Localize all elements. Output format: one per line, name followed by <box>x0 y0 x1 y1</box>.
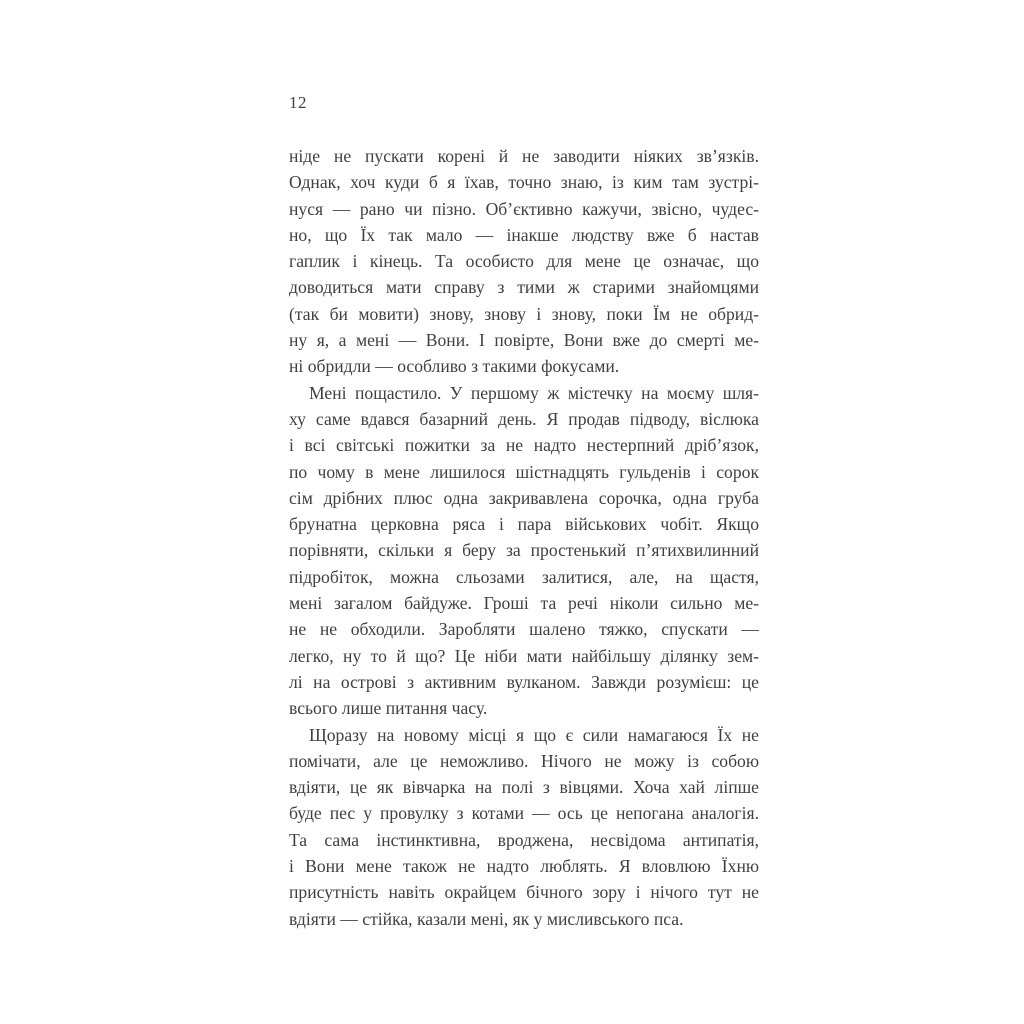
text-line: вдіяти — стійка, казали мені, як у мисливського пса. <box>289 908 684 929</box>
text-line: (так би мовити) знову, знову і знову, поки Їм не обрид- <box>289 303 759 324</box>
text-line: підробіток, можна сльозами залитися, але, на щастя, <box>289 566 759 587</box>
text-line: не не обходили. Заробляти шалено тяжко, спускати — <box>289 619 759 640</box>
page-number: 12 <box>289 93 307 112</box>
text-line: Щоразу на новому місці я що є сили намагаюся Їх не <box>309 724 759 745</box>
text-line: сім дрібних плюс одна закривавлена сорочка, одна груба <box>289 487 759 508</box>
text-line: мені загалом байдуже. Гроші та речі ніколи сильно ме- <box>289 593 759 614</box>
text-line: ніде не пускати корені й не заводити ніяких зв’язків. <box>289 146 759 166</box>
body-text <box>289 143 759 932</box>
text-line: доводиться мати справу з тими ж старими знайомцями <box>289 277 759 298</box>
text-line: ні обридли — особливо з такими фокусами. <box>289 356 620 377</box>
text-line: помічати, але це неможливо. Нічого не можу із собою <box>289 750 759 771</box>
text-line: гаплик і кінець. Та особисто для мене це означає, що <box>289 251 759 272</box>
text-line: Та сама інстинктивна, вроджена, несвідома антипатія, <box>289 829 759 850</box>
text-line: вдіяти, це як вівчарка на полі з вівцями. Хоча хай ліпше <box>289 777 759 798</box>
text-line: ху саме вдався базарний день. Я продав підводу, віслюка <box>289 408 759 429</box>
text-line: но, що Їх так мало — інакше людству вже б настав <box>289 224 759 245</box>
paragraph <box>289 380 759 722</box>
text-line: всього лише питання часу. <box>289 698 488 719</box>
text-line: лі на острові з активним вулканом. Завжди розумієш: це <box>289 671 759 692</box>
text-line: по чому в мене лишилося шістнадцять гульденів і сорок <box>289 461 759 482</box>
text-line: порівняти, скільки я беру за простенький п’ятихвилинний <box>289 540 759 561</box>
text-line: брунатна церковна ряса і пара військових чобіт. Якщо <box>289 514 759 535</box>
text-line: присутність навіть окрайцем бічного зору і нічого тут не <box>289 882 759 903</box>
paragraph <box>289 722 759 932</box>
text-line: легко, ну то й що? Це ніби мати найбільшу ділянку зем- <box>289 645 759 666</box>
text-line: і всі світські пожитки за не надто нестерпний дріб’язок, <box>289 435 759 456</box>
paragraph <box>289 143 759 380</box>
text-line: буде пес у провулку з котами — ось це непогана аналогія. <box>289 803 759 824</box>
text-line: нуся — рано чи пізно. Об’єктивно кажучи, звісно, чудес- <box>289 198 759 219</box>
text-line: Однак, хоч куди б я їхав, точно знаю, із ким там зустрі- <box>289 172 759 193</box>
text-line: Мені пощастило. У першому ж містечку на моєму шля- <box>309 382 759 403</box>
text-line: ну я, а мені — Вони. І повірте, Вони вже до смерті ме- <box>289 330 759 351</box>
text-line: і Вони мене також не надто люблять. Я вловлюю Їхню <box>289 856 759 877</box>
